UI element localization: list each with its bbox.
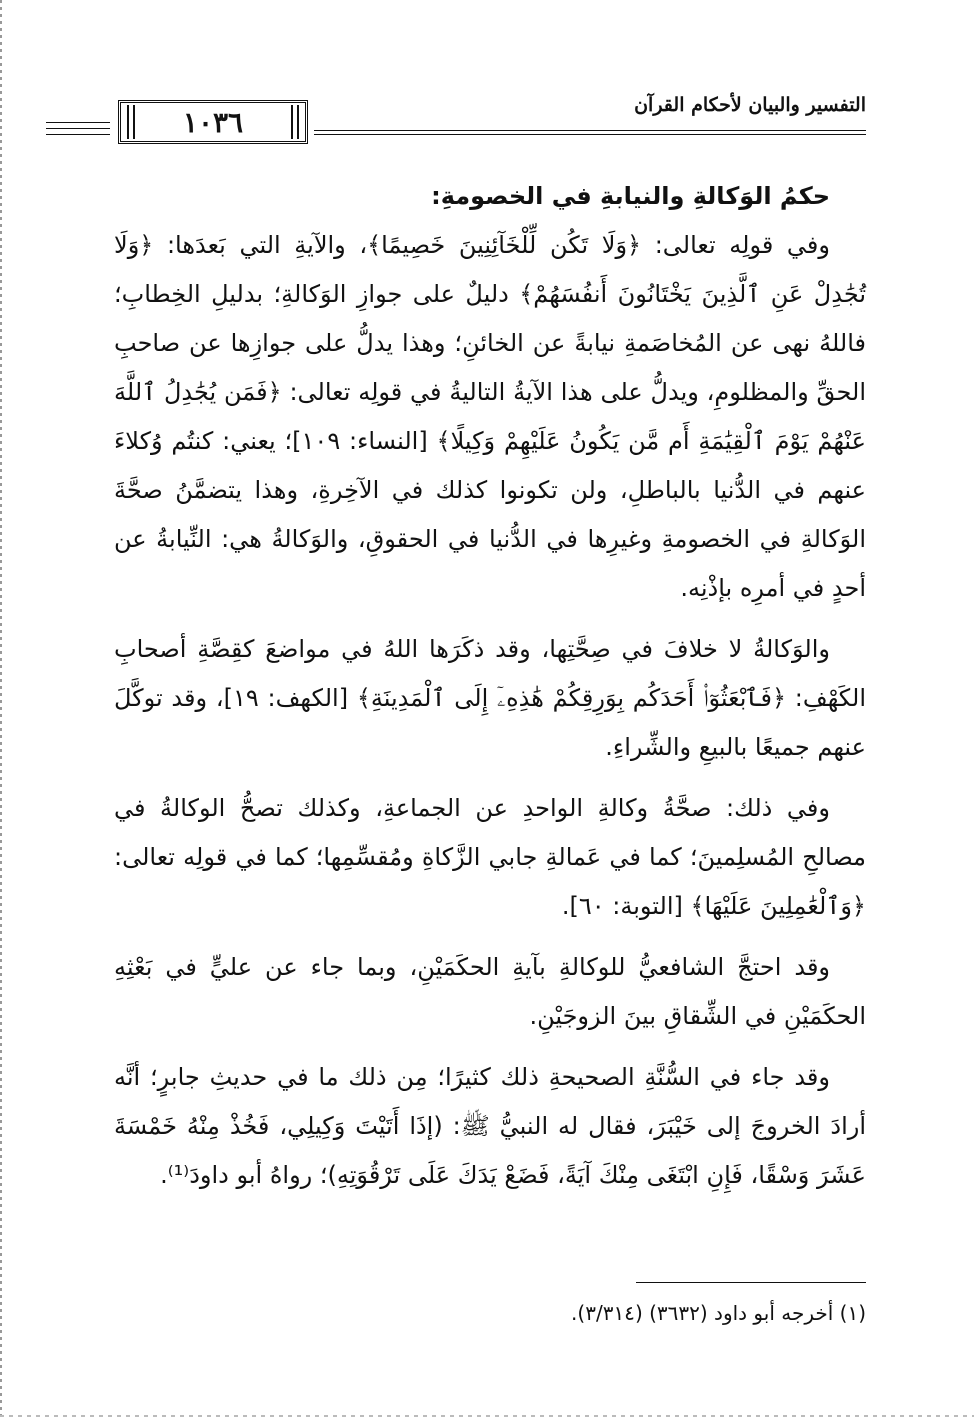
header-decoration	[46, 122, 110, 140]
paragraph: وقد احتجَّ الشافعيُّ للوكالةِ بآيةِ الحكَمَيْنِ، وبما جاء عن عليٍّ في بَعْثِهِ الحكَمَيْنِ في الشِّقاقِ بينَ الزوجَيْنِ.	[114, 953, 866, 1030]
header-rule-double	[314, 134, 866, 135]
paragraph: وقد جاء في السُّنَّةِ الصحيحةِ ذلك كثيرًا؛ مِن ذلك ما في حديثِ جابرٍ؛ أنَّه أرادَ الخروجَ إلى خَيْبَرَ، فقال له النبيُّ ﷺ: (إذَا أَتَيْتَ وَكِيلِي، فَخُذْ مِنْهُ خَمْسَةَ عَشَرَ وَسْقًا، فَإِنِ ابْتَغَى مِنْكَ آيَةً، فَضَعْ يَدَكَ عَلَى تَرْقُوَتِهِ)؛ رواهُ أبو داودَ⁽¹⁾.	[114, 1063, 866, 1189]
paragraph: وفي قولِه تعالى: ﴿وَلَا تَكُن لِّلْخَآئِنِينَ خَصِيمًا﴾، والآيةِ التي بَعدَها: ﴿وَلَا تُجَٰدِلْ عَنِ ٱلَّذِينَ يَخْتَانُونَ أَنفُسَهُمْ﴾ دليلٌ على جوازِ الوَكالةِ؛ بدليلِ الخِطابِ؛ فاللهُ نهى عن المُخاصَمةِ نيابةً عن الخائنِ؛ وهذا يدلُّ على جوازِها عن صاحبِ الحقِّ والمظلومِ، ويدلُّ على هذا الآيةُ التاليةُ في قولِه تعالى: ﴿فَمَن يُجَٰدِلُ ٱللَّهَ عَنْهُمْ يَوْمَ ٱلْقِيَٰمَةِ أَم مَّن يَكُونُ عَلَيْهِمْ وَكِيلًا﴾ [النساء: ١٠٩]؛ يعني: كنتُم وُكلاءَ عنهم في الدُّنيا بالباطلِ، ولن تكونوا كذلك في الآخِرةِ، وهذا يتضمَّنُ صحَّةَ الوَكالةِ في الخصومةِ وغيرِها في الدُّنيا في الحقوقِ، والوَكالةُ هي: النِّيابةُ عن أحدٍ في أمرِه بإذْنِه.	[114, 231, 866, 602]
paragraph: وفي ذلك: صحَّةُ وكالةِ الواحدِ عن الجماعةِ، وكذلك تصحُّ الوكالةُ في مصالحِ المُسلِمينَ؛ كما في عَمالةِ جابي الزَّكاةِ ومُقسِّمِها؛ كما في قولِه تعالى: ﴿وَٱلْعَٰمِلِينَ عَلَيْهَا﴾ [التوبة: ٦٠].	[114, 794, 866, 920]
book-title: التفسير والبيان لأحكام القرآن	[634, 94, 866, 116]
paragraph: والوَكالةُ لا خلافَ في صِحَّتِها، وقد ذكَرَها اللهُ في مواضعَ كقِصَّةِ أصحابِ الكَهْفِ: ﴿فَٱبْعَثُوٓا۟ أَحَدَكُم بِوَرِقِكُمْ هَٰذِهِۦٓ إِلَى ٱلْمَدِينَةِ﴾ [الكهف: ١٩]، وقد توكَّلَ عنهم جميعًا بالبيعِ والشِّراءِ.	[114, 635, 866, 761]
section-heading: حكمُ الوَكالةِ والنيابةِ في الخصومةِ:	[431, 182, 830, 210]
footnote: (١) أخرجه أبو داود (٣٦٣٢) (٣/٣١٤).	[571, 1301, 866, 1325]
main-text	[114, 172, 866, 1212]
scan-edge-left	[0, 0, 2, 1417]
header-rule	[314, 130, 866, 131]
page-header	[118, 92, 866, 152]
footnote-separator	[636, 1282, 866, 1283]
page-number: ١٠٣٦	[118, 100, 308, 144]
